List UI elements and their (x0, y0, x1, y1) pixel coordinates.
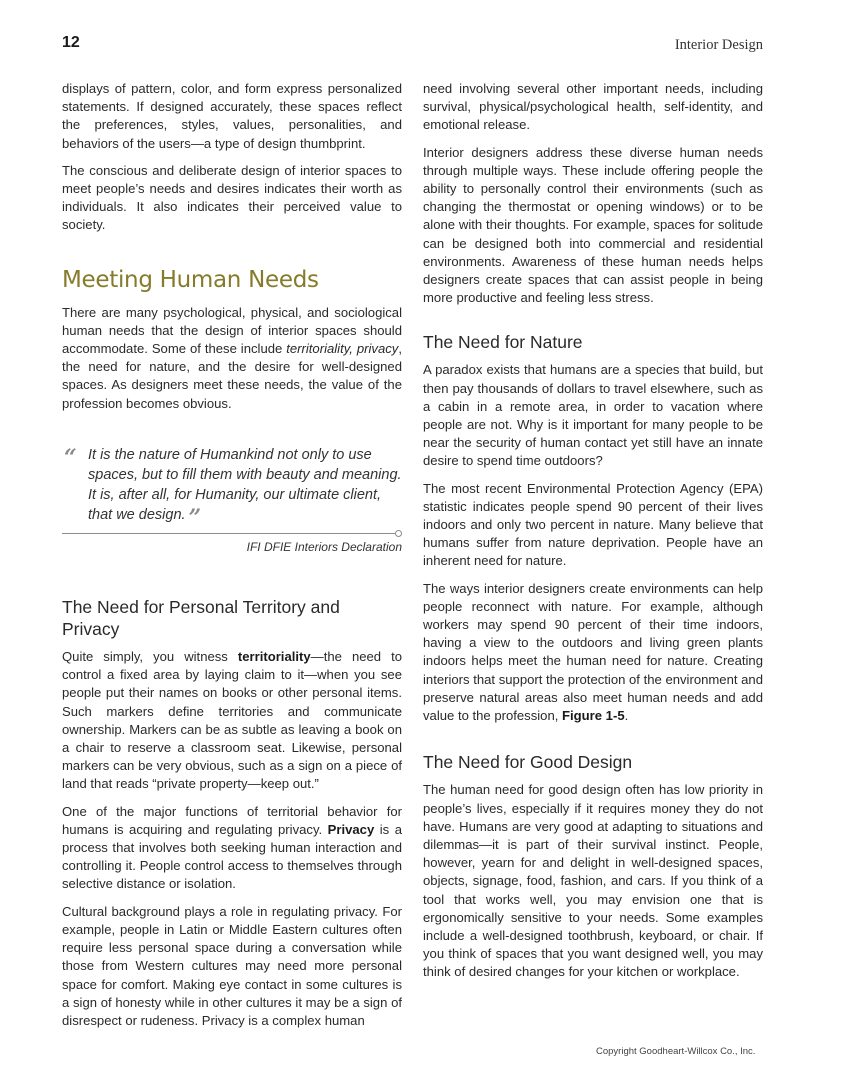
quote-divider (62, 533, 396, 534)
text-run: One of the major functions of territorial behavior for humans is acquiring and regulating privacy. (62, 803, 402, 837)
quote-text (62, 445, 402, 531)
body-paragraph (62, 803, 402, 894)
figure-reference: Figure 1-5 (562, 708, 625, 724)
section-title: Meeting Human Needs (62, 266, 319, 293)
pull-quote (62, 445, 402, 556)
open-quote-icon: “ (64, 444, 77, 471)
subsection-heading: The Need for Good Design (423, 752, 633, 773)
text-run: Quite simply, you witness (62, 649, 238, 665)
body-paragraph (423, 580, 763, 726)
body-paragraph: The human need for good design often has low priority in people’s lives, especially if it requires money they do not have. Humans are very good at adapting to situations and dilemmas—it is part of their survival instinct. People, however, yearn for and delight in well-designed spaces, objects, signage, food, fashion, and cars. If you think of a tool that works well, you may envision one that is ergonomically sensitive to your needs. Some examples include a well-designed toothbrush, keyboard, or chair. If you think of spaces that you want designed well, you may think of desired changes for your kitchen or workplace. (423, 782, 763, 980)
subsection-heading: The Need for Nature (423, 332, 583, 353)
text-run: , (349, 341, 357, 357)
section-intro-paragraph (62, 304, 402, 413)
subsection-heading: The Need for Personal Territory and Privacy (62, 597, 340, 640)
body-paragraph: Interior designers address these diverse human needs through multiple ways. These include offering people the ability to personally control their environments (such as changing the thermostat or opening windows) or to be alone with their thoughts. For example, spaces for solitude can be designed both into commercial and residential environments. Awareness of these human needs helps designers create spaces that can assist people in being more productive and feeling less stress. (423, 144, 763, 306)
quote-attribution: IFI DFIE Interiors Declaration (246, 539, 402, 554)
text-run: The ways interior designers create environments can help people reconnect with nature. For example, although workers may spend 90 percent of their time indoors, having a view to the outdoors and living green plants indoors helps meet the human need for nature. Creating interiors that support the protection of the environment and preserve natural areas also meet human needs and add value to the profession, (423, 580, 763, 724)
right-column (423, 80, 763, 991)
close-quote-icon: ” (188, 504, 202, 531)
text-run: is a process that involves both seeking human interaction and controlling it. People control access to themselves through selective distance or isolation. (62, 821, 402, 892)
body-paragraph: need involving several other important needs, including survival, physical/psychological health, self-identity, and emotional release. (423, 81, 763, 133)
text-run: . (624, 708, 629, 724)
italic-term: privacy (356, 341, 399, 357)
body-paragraph: displays of pattern, color, and form express personalized statements. If designed accurately, these spaces reflect the preferences, styles, values, personalities, and behaviors of the users—a type of design thumbprint. (62, 81, 402, 151)
body-paragraph (62, 648, 402, 794)
italic-term: territoriality (286, 341, 350, 357)
body-paragraph: A paradox exists that humans are a species that build, but then pay thousands of dollars to travel elsewhere, such as a cabin in a remote area, in order to vacation where people are not. Why is it important for many people to be near the security of human contact yet still have an innate desire to spend time outdoors? (423, 362, 763, 469)
bold-term: territoriality (237, 649, 311, 665)
page-number: 12 (62, 34, 80, 51)
text-run: There are many psychological, physical, and sociological human needs that the design of interior spaces should accommodate. Some of these include (62, 304, 402, 357)
bold-term: Privacy (327, 821, 375, 837)
quote-body: It is the nature of Humankind not only to use spaces, but to fill them with beauty and meaning. It is, after all, for Humanity, our ultimate client, that we design. (88, 446, 402, 523)
left-column (62, 80, 402, 1039)
text-run: , the need for nature, and the desire for well-designed spaces. As designers meet these needs, the value of the profession becomes obvious. (62, 341, 402, 411)
body-paragraph: Cultural background plays a role in regulating privacy. For example, people in Latin or Middle Eastern cultures often require less personal space during a conversation while those from Western cultures may need more personal space for comfort. Making eye contact in some cultures is a sign of honesty while in other cultures it may be a sign of disrespect or rudeness. Privacy is a complex human (62, 903, 402, 1028)
text-run: —the need to control a fixed area by laying claim to it—when you see people put their names on books or other personal items. Such markers define territories and communicate ownership. Markers can be as subtle as leaving a book on a chair to reserve a classroom seat. Likewise, personal markers can be very obvious, such as a sign on a piece of land that reads “private property—keep out.” (62, 649, 403, 792)
running-header-title: Interior Design (674, 37, 763, 53)
body-paragraph: The conscious and deliberate design of interior spaces to meet people’s needs and desires indicates their worth as individuals. It also indicates their perceived value to society. (62, 162, 402, 233)
body-paragraph: The most recent Environmental Protection Agency (EPA) statistic indicates people spend 90 percent of their lives indoors and only two percent in nature. Many believe that humans suffer from nature deprivation. People have an inherent need for nature. (423, 480, 763, 569)
copyright-footer: Copyright Goodheart-Willcox Co., Inc. (596, 1046, 756, 1057)
